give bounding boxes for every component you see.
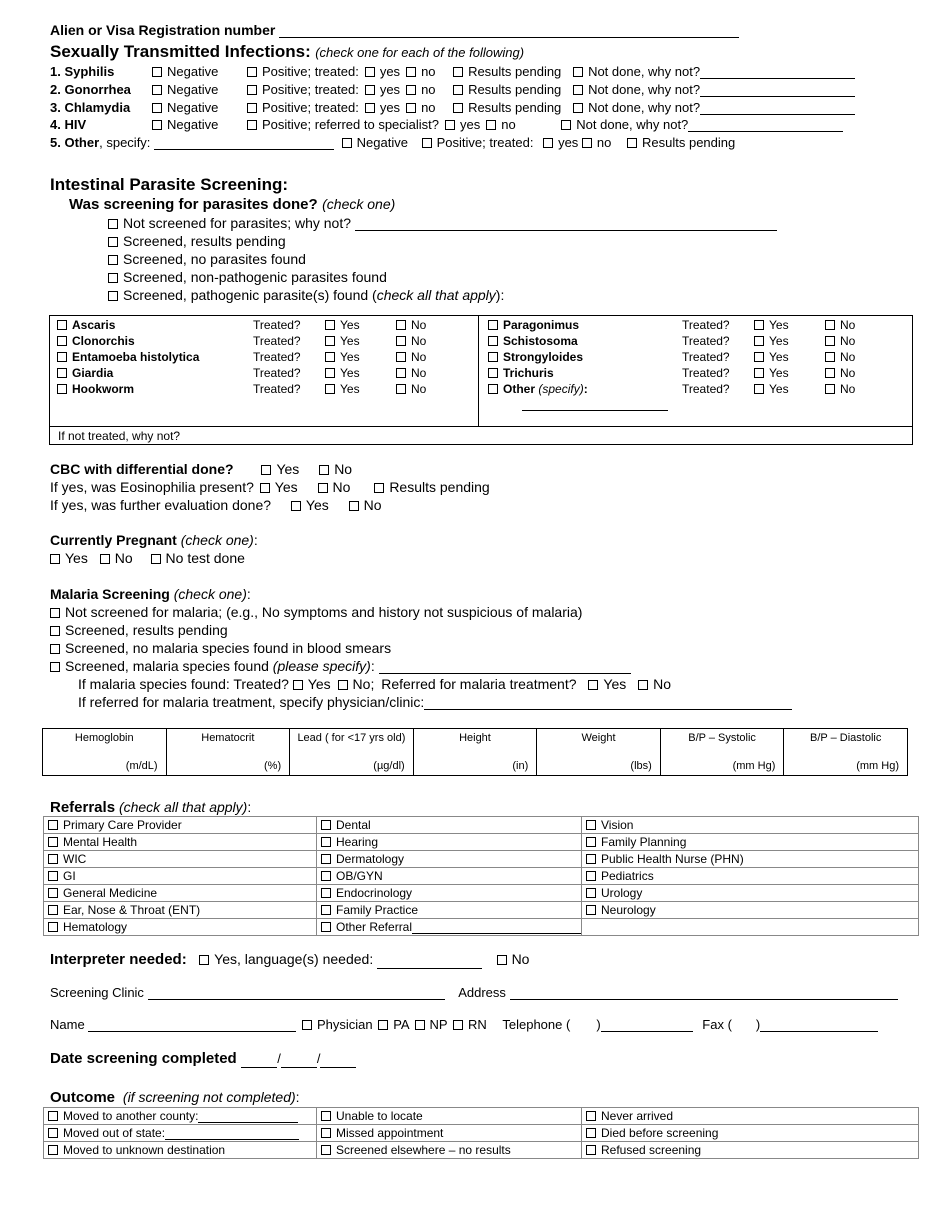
sti-name: 2. Gonorrhea — [50, 82, 131, 97]
no-option[interactable]: No — [825, 350, 855, 364]
positive-option[interactable]: Positive; treated: — [247, 64, 359, 79]
checkbox-option[interactable]: Missed appointment — [321, 1126, 443, 1140]
telephone-line[interactable] — [601, 1031, 693, 1032]
parasite-name-option[interactable]: Trichuris — [488, 366, 682, 380]
yes-checkbox[interactable] — [588, 680, 598, 690]
table-cell — [582, 1108, 919, 1125]
measurement-label: B/P – Systolic — [688, 732, 756, 744]
pregnant-options: Yes No No test done — [50, 550, 245, 566]
pregnant-heading: Currently Pregnant (check one): — [50, 532, 258, 548]
yes-checkbox[interactable] — [291, 501, 301, 511]
yes-option[interactable]: Yes — [754, 318, 825, 332]
table-cell — [44, 902, 317, 919]
sti-name: 4. HIV — [50, 117, 87, 132]
date-month-line[interactable] — [241, 1067, 277, 1068]
pending-option[interactable]: Results pending — [453, 100, 573, 115]
table-cell — [317, 817, 582, 834]
parasite-question: Was screening for parasites done? (check one) — [69, 196, 396, 213]
no-checkbox[interactable] — [349, 501, 359, 511]
checkbox-option[interactable]: Dermatology — [321, 852, 404, 866]
table-cell — [44, 868, 317, 885]
no-checkbox[interactable] — [406, 85, 416, 95]
table-cell — [44, 1142, 317, 1159]
no-checkbox[interactable] — [318, 483, 328, 493]
parasite-row — [488, 334, 855, 348]
table-cell — [44, 851, 317, 868]
negative-option[interactable]: Negative — [152, 82, 247, 97]
yes-checkbox[interactable] — [261, 465, 271, 475]
parasite-name-option[interactable]: Giardia — [57, 366, 253, 380]
table-cell — [317, 902, 582, 919]
checkbox-option[interactable]: Moved to another county: — [48, 1109, 298, 1123]
negative-option[interactable]: Negative — [342, 135, 408, 150]
table-cell — [317, 1108, 582, 1125]
yes-checkbox[interactable] — [543, 138, 553, 148]
no-option[interactable]: No — [396, 350, 426, 364]
negative-option[interactable]: Negative — [152, 100, 247, 115]
measurement-cell[interactable] — [784, 729, 908, 776]
parasite-option[interactable]: Screened, pathogenic parasite(s) found (check all that apply): — [108, 287, 504, 303]
measurement-unit: (lbs) — [630, 760, 652, 772]
table-row — [44, 1125, 919, 1142]
parasite-title: Intestinal Parasite Screening: — [50, 175, 289, 194]
table-cell — [582, 1142, 919, 1159]
sti-instruction: (check one for each of the following) — [315, 45, 525, 60]
name-line[interactable] — [88, 1031, 296, 1032]
checkbox-option[interactable]: Unable to locate — [321, 1109, 423, 1123]
malaria-option[interactable]: Screened, results pending — [50, 622, 228, 638]
parasite-row — [57, 350, 426, 364]
table-cell — [44, 1125, 317, 1142]
checkbox-option[interactable]: Endocrinology — [321, 886, 412, 900]
measurement-label: Weight — [581, 732, 616, 744]
no-option[interactable]: No — [396, 334, 426, 348]
no-checkbox[interactable] — [406, 67, 416, 77]
positive-option[interactable]: Positive; referred to specialist? — [247, 117, 439, 132]
table-row — [44, 919, 919, 936]
yes-option[interactable]: Yes — [325, 334, 396, 348]
sti-name: 3. Chlamydia — [50, 100, 131, 115]
no-checkbox[interactable] — [319, 465, 329, 475]
sti-title: Sexually Transmitted Infections: — [50, 42, 311, 61]
date-row: Date screening completed / / — [50, 1050, 356, 1068]
sti-heading — [50, 42, 524, 62]
table-cell — [317, 851, 582, 868]
yes-checkbox[interactable] — [445, 120, 455, 130]
not-done-option[interactable]: Not done, why not? — [573, 82, 855, 97]
pending-option[interactable]: Results pending — [453, 64, 573, 79]
clinic-row: Screening Clinic Address — [50, 985, 898, 1000]
yes-option[interactable]: Yes — [754, 334, 825, 348]
yes-option[interactable]: Yes — [325, 350, 396, 364]
alien-registration-line[interactable] — [279, 37, 739, 38]
pending-option[interactable]: Results pending — [627, 135, 735, 150]
checkbox-option[interactable]: GI — [48, 869, 76, 883]
physician-checkbox[interactable] — [302, 1020, 312, 1030]
table-row — [44, 902, 919, 919]
checkbox-option[interactable]: Other Referral — [321, 920, 582, 934]
measurement-cell[interactable] — [290, 729, 414, 776]
outcome-table — [43, 1107, 919, 1159]
measurement-unit: (µg/dl) — [373, 760, 405, 772]
alien-registration-label: Alien or Visa Registration number — [50, 22, 276, 38]
table-row — [44, 868, 919, 885]
yes-option[interactable]: Yes — [754, 382, 825, 396]
parasite-name-option[interactable]: Strongyloides — [488, 350, 682, 364]
table-row — [44, 1108, 919, 1125]
yes-checkbox[interactable] — [365, 85, 375, 95]
parasite-option[interactable]: Not screened for parasites; why not? — [108, 215, 777, 231]
checkbox-option[interactable]: Pediatrics — [586, 869, 654, 883]
table-cell — [317, 885, 582, 902]
address-line[interactable] — [510, 999, 898, 1000]
measurement-unit: (in) — [512, 760, 529, 772]
further-eval-row: If yes, was further evaluation done? Yes No — [50, 497, 382, 513]
measurement-cell[interactable] — [166, 729, 290, 776]
yes-option[interactable]: Yes — [325, 382, 396, 396]
sti-row: 4. HIV Negative Positive; referred to specialist? yes no Not done, why not? — [50, 117, 843, 132]
table-cell — [44, 919, 317, 936]
parasite-name-option[interactable]: Ascaris — [57, 318, 253, 332]
not-done-option[interactable]: Not done, why not? — [561, 117, 843, 132]
parasite-row — [57, 366, 426, 380]
sti-row: 1. Syphilis Negative Positive; treated: yes no Results pending Not done, why not? — [50, 64, 855, 79]
table-cell — [317, 1125, 582, 1142]
no-checkbox[interactable] — [497, 955, 507, 965]
referrals-heading: Referrals (check all that apply): — [50, 799, 252, 816]
malaria-physician-row[interactable]: If referred for malaria treatment, specify physician/clinic: — [78, 694, 792, 710]
table-row — [44, 1142, 919, 1159]
measurement-cell[interactable] — [43, 729, 167, 776]
malaria-option[interactable]: Screened, malaria species found (please specify): — [50, 658, 631, 674]
not-done-option[interactable]: Not done, why not? — [573, 64, 855, 79]
no-option[interactable]: No — [396, 382, 426, 396]
checkbox-option[interactable]: Hematology — [48, 920, 127, 934]
checkbox-option[interactable]: Ear, Nose & Throat (ENT) — [48, 903, 200, 917]
malaria-option[interactable]: Screened, no malaria species found in blood smears — [50, 640, 391, 656]
fax-line[interactable] — [760, 1031, 878, 1032]
no-checkbox[interactable] — [638, 680, 648, 690]
parasite-row — [488, 382, 855, 396]
checkbox-option[interactable]: Hearing — [321, 835, 378, 849]
treated-label: Treated? — [253, 350, 301, 364]
measurement-unit: (mm Hg) — [732, 760, 776, 772]
table-cell — [582, 1125, 919, 1142]
no-test-checkbox[interactable] — [151, 554, 161, 564]
checkbox-option[interactable]: Neurology — [586, 903, 656, 917]
table-cell — [44, 885, 317, 902]
measurement-label: B/P – Diastolic — [810, 732, 882, 744]
pa-checkbox[interactable] — [378, 1020, 388, 1030]
measurement-unit: (%) — [264, 760, 282, 772]
checkbox-option[interactable]: Mental Health — [48, 835, 137, 849]
sti-row: 3. Chlamydia Negative Positive; treated: yes no Results pending Not done, why not? — [50, 100, 855, 115]
checkbox-option[interactable]: Moved to unknown destination — [48, 1143, 225, 1157]
parasite-option[interactable]: Screened, results pending — [108, 233, 286, 249]
parasite-row — [488, 318, 855, 332]
parasite-row — [488, 350, 855, 364]
no-option[interactable]: No — [825, 318, 855, 332]
no-option[interactable]: No — [825, 366, 855, 380]
no-option[interactable]: No — [396, 366, 426, 380]
clinic-line[interactable] — [148, 999, 445, 1000]
measurement-cell[interactable] — [537, 729, 661, 776]
no-checkbox[interactable] — [486, 120, 496, 130]
table-cell — [44, 1108, 317, 1125]
table-cell — [44, 817, 317, 834]
malaria-treated-row: If malaria species found: Treated? Yes No; Referred for malaria treatment? Yes No — [78, 676, 672, 692]
parasite-row — [488, 366, 855, 380]
outcome-heading: Outcome (if screening not completed): — [50, 1089, 300, 1106]
table-cell — [582, 902, 919, 919]
yes-checkbox[interactable] — [365, 103, 375, 113]
malaria-heading: Malaria Screening (check one): — [50, 586, 251, 602]
parasite-row — [57, 318, 426, 332]
yes-option[interactable]: Yes — [754, 350, 825, 364]
table-row — [44, 885, 919, 902]
not-done-option[interactable]: Not done, why not? — [573, 100, 855, 115]
measurement-cell[interactable] — [660, 729, 784, 776]
checkbox-option[interactable]: Family Practice — [321, 903, 418, 917]
checkbox-option[interactable]: Public Health Nurse (PHN) — [586, 852, 744, 866]
negative-option[interactable]: Negative — [152, 117, 247, 132]
parasite-name-option[interactable]: Entamoeba histolytica — [57, 350, 253, 364]
contact-row: Name Physician PA NP RN Telephone ( ) Fax ( ) — [50, 1017, 878, 1032]
positive-option[interactable]: Positive; treated: — [247, 100, 359, 115]
alien-registration-field[interactable] — [50, 22, 739, 38]
cbc-row: CBC with differential done? Yes No — [50, 461, 353, 477]
checkbox-option[interactable]: Refused screening — [586, 1143, 701, 1157]
eosinophilia-row: If yes, was Eosinophilia present? Yes No Results pending — [50, 479, 490, 495]
checkbox-option[interactable]: OB/GYN — [321, 869, 383, 883]
positive-option[interactable]: Positive; treated: — [247, 82, 359, 97]
parasite-name-option[interactable]: Other (specify): — [488, 382, 682, 396]
yes-checkbox[interactable] — [365, 67, 375, 77]
table-cell — [317, 1142, 582, 1159]
table-cell — [582, 868, 919, 885]
measurement-unit: (m/dL) — [125, 760, 158, 772]
parasite-option[interactable]: Screened, non-pathogenic parasites found — [108, 269, 387, 285]
table-row — [44, 817, 919, 834]
measurement-label: Height — [459, 732, 491, 744]
sti-row-other: 5. Other, specify: Negative Positive; treated: yes no Results pending — [50, 135, 736, 150]
measurement-label: Lead ( for <17 yrs old) — [297, 732, 406, 744]
yes-checkbox[interactable] — [260, 483, 270, 493]
measurement-label: Hemoglobin — [74, 732, 134, 744]
sti-name: 5. Other — [50, 135, 100, 150]
checkbox-option[interactable]: Screened elsewhere – no results — [321, 1143, 511, 1157]
measurement-label: Hematocrit — [201, 732, 255, 744]
table-cell — [582, 834, 919, 851]
checkbox-option[interactable]: Primary Care Provider — [48, 818, 182, 832]
table-cell — [317, 868, 582, 885]
checkbox-option[interactable]: WIC — [48, 852, 86, 866]
other-specify-line[interactable] — [154, 149, 334, 150]
yes-checkbox[interactable] — [199, 955, 209, 965]
other-specify-line[interactable] — [522, 410, 668, 411]
parasite-name-option[interactable]: Hookworm — [57, 382, 253, 396]
treated-label: Treated? — [253, 334, 301, 348]
checkbox-option[interactable]: Never arrived — [586, 1109, 673, 1123]
treated-label: Treated? — [682, 382, 730, 396]
yes-checkbox[interactable] — [293, 680, 303, 690]
referrals-table — [43, 816, 919, 936]
table-cell — [582, 919, 919, 936]
treated-label: Treated? — [682, 334, 730, 348]
sti-row: 2. Gonorrhea Negative Positive; treated: yes no Results pending Not done, why not? — [50, 82, 855, 97]
parasite-divider — [478, 315, 479, 426]
measurement-unit: (mm Hg) — [856, 760, 899, 772]
treated-label: Treated? — [682, 318, 730, 332]
parasite-name-option[interactable]: Clonorchis — [57, 334, 253, 348]
no-option[interactable]: No — [825, 334, 855, 348]
treated-label: Treated? — [253, 318, 301, 332]
table-cell — [44, 834, 317, 851]
no-checkbox[interactable] — [582, 138, 592, 148]
np-checkbox[interactable] — [415, 1020, 425, 1030]
checkbox-option[interactable]: Moved out of state: — [48, 1126, 299, 1140]
parasite-divider — [49, 426, 913, 427]
checkbox-option[interactable]: Died before screening — [586, 1126, 718, 1140]
table-row — [44, 851, 919, 868]
date-day-line[interactable] — [281, 1067, 317, 1068]
language-line[interactable] — [377, 968, 482, 969]
treated-label: Treated? — [253, 366, 301, 380]
checkbox-option[interactable]: Urology — [586, 886, 642, 900]
not-treated-label: If not treated, why not? — [58, 429, 181, 443]
parasite-option[interactable]: Screened, no parasites found — [108, 251, 306, 267]
date-year-line[interactable] — [320, 1067, 356, 1068]
no-checkbox[interactable] — [338, 680, 348, 690]
parasite-name-option[interactable]: Paragonimus — [488, 318, 682, 332]
checkbox-option[interactable]: General Medicine — [48, 886, 157, 900]
measurements-table — [42, 728, 908, 776]
checkbox-option[interactable]: Vision — [586, 818, 633, 832]
table-cell — [582, 817, 919, 834]
no-option[interactable]: No — [825, 382, 855, 396]
yes-option[interactable]: Yes — [754, 366, 825, 380]
no-checkbox[interactable] — [406, 103, 416, 113]
parasite-name-option[interactable]: Schistosoma — [488, 334, 682, 348]
malaria-option[interactable]: Not screened for malaria; (e.g., No symptoms and history not suspicious of malaria) — [50, 604, 582, 620]
table-cell — [317, 919, 582, 936]
measurement-cell[interactable] — [413, 729, 537, 776]
yes-checkbox[interactable] — [50, 554, 60, 564]
parasite-row — [57, 382, 426, 396]
table-cell — [317, 834, 582, 851]
interpreter-row: Interpreter needed: Yes, language(s) needed: No — [50, 951, 530, 968]
no-checkbox[interactable] — [100, 554, 110, 564]
table-cell — [582, 885, 919, 902]
checkbox-option[interactable]: Dental — [321, 818, 371, 832]
checkbox-option[interactable]: Family Planning — [586, 835, 686, 849]
pending-checkbox[interactable] — [374, 483, 384, 493]
table-cell — [582, 851, 919, 868]
rn-checkbox[interactable] — [453, 1020, 463, 1030]
yes-option[interactable]: Yes — [325, 366, 396, 380]
treated-label: Treated? — [682, 366, 730, 380]
table-row — [44, 834, 919, 851]
no-option[interactable]: No — [396, 318, 426, 332]
negative-option[interactable]: Negative — [152, 64, 247, 79]
treated-label: Treated? — [682, 350, 730, 364]
treated-label: Treated? — [253, 382, 301, 396]
sti-name: 1. Syphilis — [50, 64, 115, 79]
yes-option[interactable]: Yes — [325, 318, 396, 332]
pending-option[interactable]: Results pending — [453, 82, 573, 97]
parasite-row — [57, 334, 426, 348]
positive-option[interactable]: Positive; treated: — [422, 135, 534, 150]
